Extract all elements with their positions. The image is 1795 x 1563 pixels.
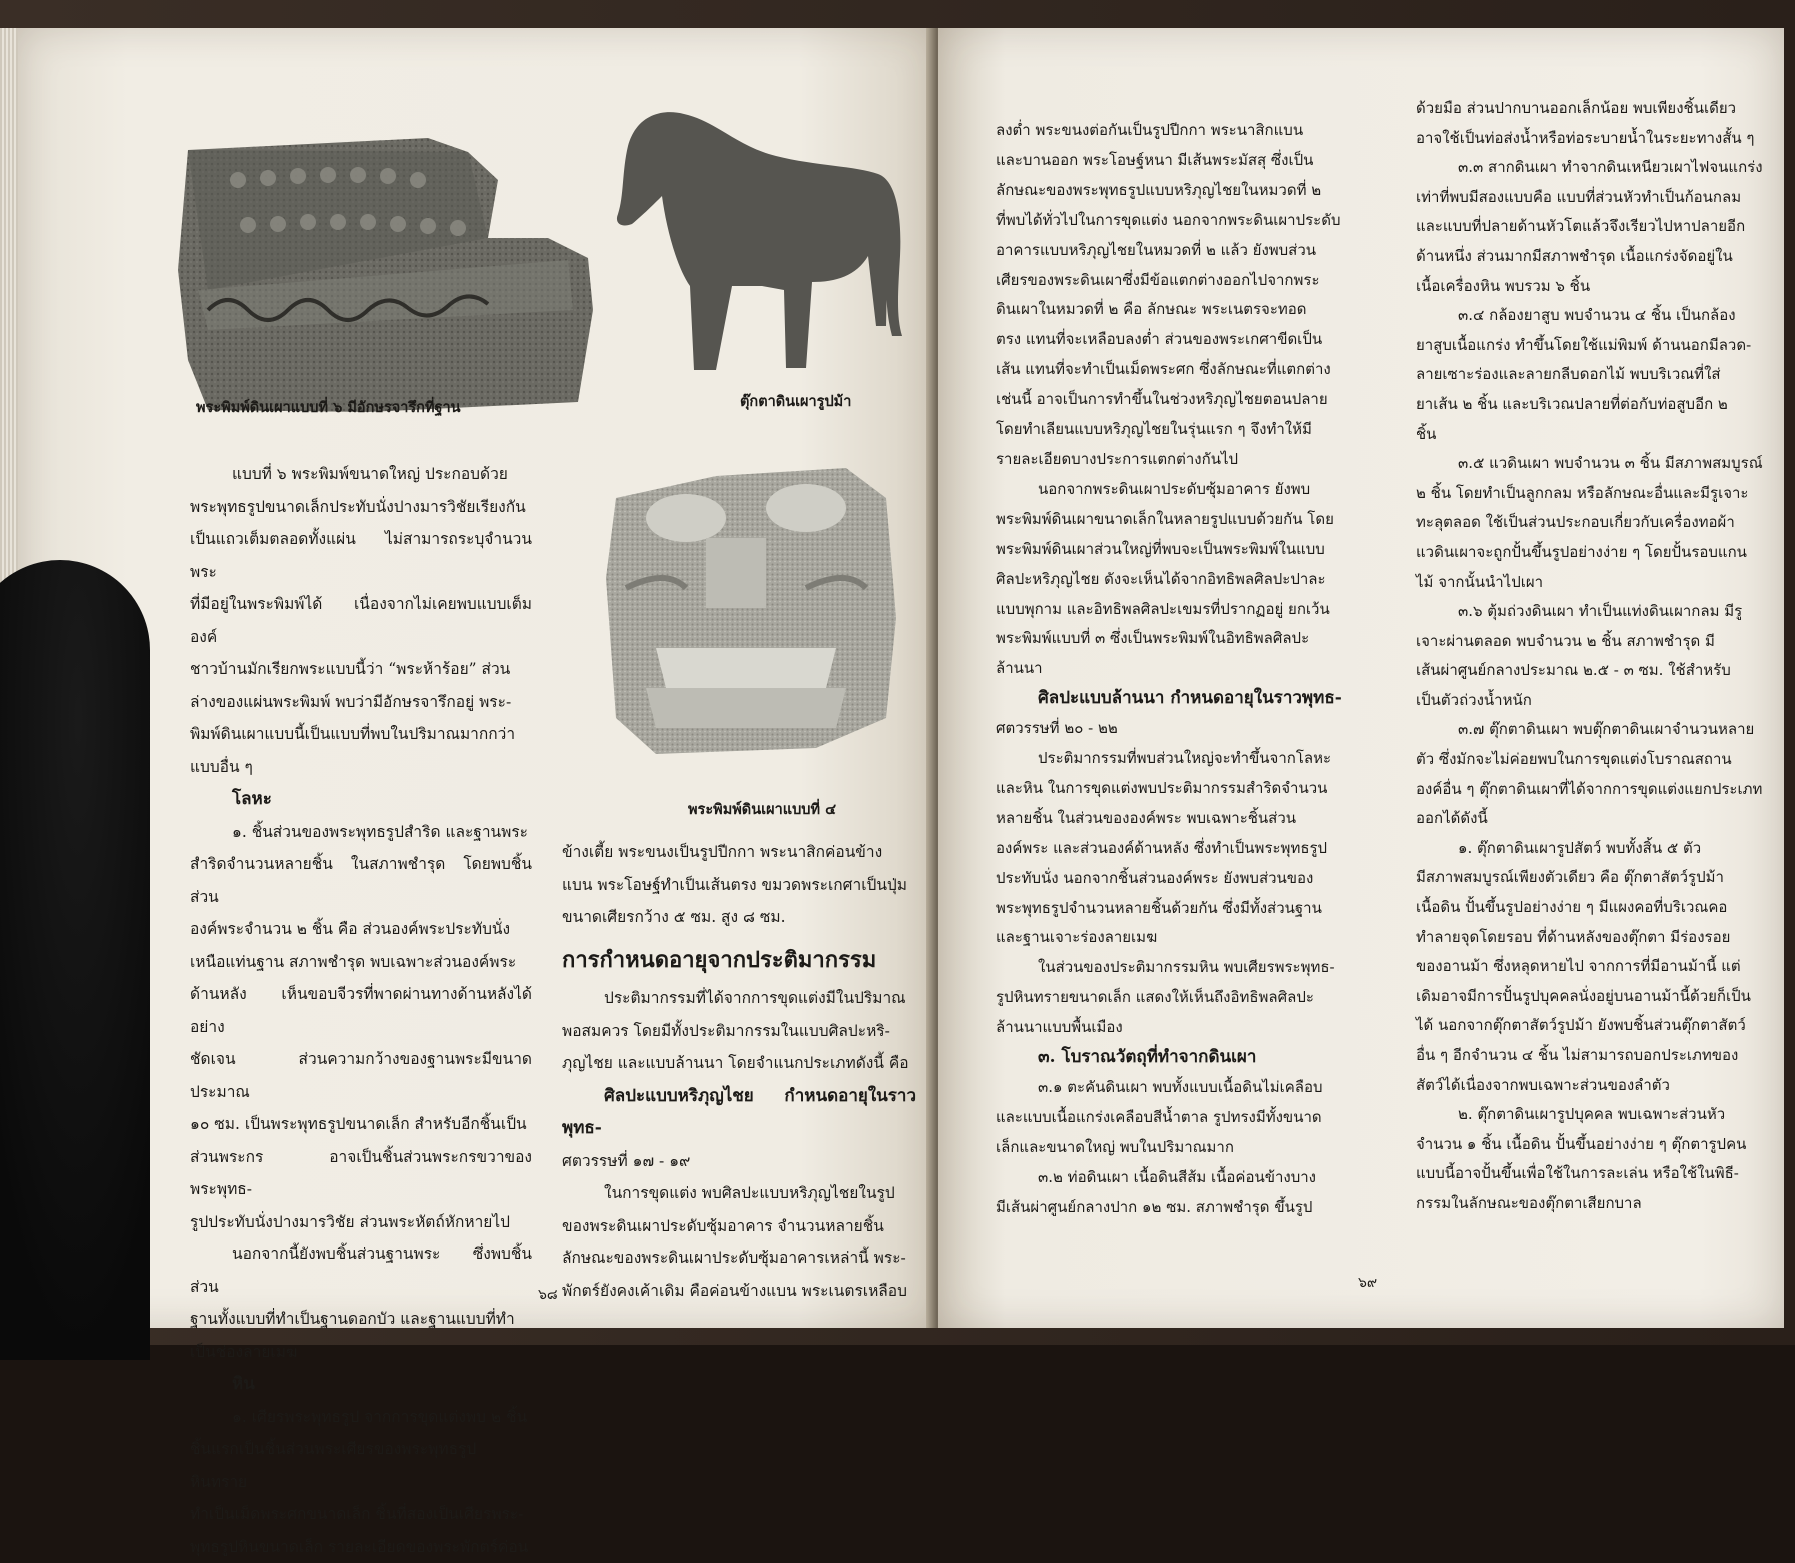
thumb-occlusion	[0, 560, 150, 1360]
text-line: องค์อื่น ๆ ตุ๊กตาดินเผาที่ได้จากการขุดแต่งแยกประเภท	[1416, 775, 1768, 805]
text-line: ที่มีอยู่ในพระพิมพ์ได้ เนื่องจากไม่เคยพบแบบเต็มองค์	[190, 588, 532, 653]
relief-votive-photo	[596, 458, 910, 762]
text-line: ล้านนา	[996, 654, 1348, 684]
text-line: พุทธรูปหินขนาดเล็ก รายละเอียดของพระพักตร์ค่อน	[190, 1531, 532, 1563]
text-line: เหนือแท่นฐาน สภาพชำรุด พบเฉพาะส่วนองค์พระ	[190, 946, 532, 979]
page-number-left: ๖๘	[538, 1284, 558, 1306]
text-line: ลายเซาะร่องและลายกลีบดอกไม้ พบบริเวณที่ใส่	[1416, 360, 1768, 390]
page-number-right: ๖๙	[1358, 1272, 1377, 1294]
text-line: ชาวบ้านมักเรียกพระแบบนี้ว่า “พระห้าร้อย” ส่วน	[190, 653, 532, 686]
horse-figurine-photo	[566, 86, 946, 406]
text-line: แบบที่ ๖ พระพิมพ์ขนาดใหญ่ ประกอบด้วย	[190, 458, 532, 491]
horse-caption: ตุ๊กตาดินเผารูปม้า	[740, 390, 851, 413]
text-line: ยาเส้น ๒ ชิ้น และบริเวณปลายที่ต่อกับท่อสูบอีก ๒	[1416, 390, 1768, 420]
text-line: เส้นผ่าศูนย์กลางประมาณ ๒.๕ - ๓ ซม. ใช้สำหรับ	[1416, 656, 1768, 686]
text-line: ประติมากรรมที่ได้จากการขุดแต่งมีในปริมาณ	[562, 982, 916, 1015]
section-heading-stone: หิน	[190, 1368, 532, 1401]
text-line: เช่นนี้ อาจเป็นการทำขึ้นในช่วงหริภุญไชยตอนปลาย	[996, 385, 1348, 415]
text-line: ทำเป็นเม็ดพระศกขนาดเล็ก ชิ้นที่สองเป็นเศียรพระ-	[190, 1498, 532, 1531]
text-line: พิมพ์ดินเผาแบบนี้เป็นแบบที่พบในปริมาณมากกว่า	[190, 718, 532, 751]
text-line: เป็นตัวถ่วงน้ำหนัก	[1416, 686, 1768, 716]
text-line: โดยทำเลียนแบบหริภุญไชยในรุ่นแรก ๆ จึงทำให้มี	[996, 415, 1348, 445]
text-line: จำนวน ๑ ชิ้น เนื้อดิน ปั้นขึ้นอย่างง่าย ๆ ตุ๊กตารูปคน	[1416, 1130, 1768, 1160]
text-line: สำริดจำนวนหลายชิ้น ในสภาพชำรุด โดยพบชิ้นส่วน	[190, 848, 532, 913]
text-line: ในการขุดแต่ง พบศิลปะแบบหริภุญไชยในรูป	[562, 1177, 916, 1210]
text-line: เป็นช่องลายเมฆ	[190, 1336, 532, 1369]
text-line: ฐานทั้งแบบที่ทำเป็นฐานดอกบัว และฐานแบบที่ทำ	[190, 1303, 532, 1336]
left-page	[18, 28, 936, 1328]
text-line: พักตร์ยังคงเค้าเดิม คือค่อนข้างแบน พระเนตรเหลือบ	[562, 1275, 916, 1308]
text-line: เจาะผ่านตลอด พบจำนวน ๒ ชิ้น สภาพชำรุด มี	[1416, 627, 1768, 657]
text-line: เป็นแถวเต็มตลอดทั้งแผ่น ไม่สามารถระบุจำนวนพระ	[190, 523, 532, 588]
text-line: ศตวรรษที่ ๑๗ - ๑๙	[562, 1145, 916, 1178]
text-line: เนื้อดิน ปั้นขึ้นรูปอย่างง่าย ๆ มีแผงคอที่บริเวณคอ	[1416, 893, 1768, 923]
text-line: พระพิมพ์แบบที่ ๓ ซึ่งเป็นพระพิมพ์ในอิทธิพลศิลปะ	[996, 624, 1348, 654]
text-line: พระพุทธรูปจำนวนหลายชิ้นด้วยกัน ซึ่งมีทั้งส่วนฐาน	[996, 894, 1348, 924]
text-line: ประทับนั่ง นอกจากชิ้นส่วนองค์พระ ยังพบส่วนของ	[996, 864, 1348, 894]
text-line: ด้วยมือ ส่วนปากบานออกเล็กน้อย พบเพียงชิ้นเดียว	[1416, 94, 1768, 124]
text-line: ๓.๕ แวดินเผา พบจำนวน ๓ ชิ้น มีสภาพสมบูรณ์	[1416, 449, 1768, 479]
text-line: ชัดเจน ส่วนความกว้างของฐานพระมีขนาดประมาณ	[190, 1043, 532, 1108]
section-heading-lanna: ศิลปะแบบล้านนา กำหนดอายุในราวพุทธ-	[996, 684, 1348, 714]
left-column-2	[562, 836, 916, 1307]
text-line: ในส่วนของประติมากรรมหิน พบเศียรพระพุทธ-	[996, 953, 1348, 983]
text-line: อาจใช้เป็นท่อส่งน้ำหรือท่อระบายน้ำในระยะทางสั้น ๆ	[1416, 124, 1768, 154]
text-line: ออกได้ดังนี้	[1416, 804, 1768, 834]
text-line: และแบบที่ปลายด้านหัวโตแล้วจึงเรียวไปหาปลายอีก	[1416, 212, 1768, 242]
tablet-caption: พระพิมพ์ดินเผาแบบที่ ๖ มีอักษรจารึกที่ฐาน	[196, 396, 461, 419]
text-line: ลงต่ำ พระขนงต่อกันเป็นรูปปีกกา พระนาสิกแบน	[996, 116, 1348, 146]
text-line: ภุญไชย และแบบล้านนา โดยจำแนกประเภทดังนี้ คือ	[562, 1047, 916, 1080]
text-line: มีเส้นผ่าศูนย์กลางปาก ๑๒ ซม. สภาพชำรุด ขึ้นรูป	[996, 1193, 1348, 1223]
text-line: แบน พระโอษฐ์ทำเป็นเส้นตรง ขมวดพระเกศาเป็นปุ่ม	[562, 869, 916, 902]
right-column-1	[996, 116, 1348, 1223]
text-line: ๓.๑ ตะคันดินเผา พบทั้งแบบเนื้อดินไม่เคลือบ	[996, 1073, 1348, 1103]
text-line: ดินเผาในหมวดที่ ๒ คือ ลักษณะ พระเนตรจะทอด	[996, 295, 1348, 325]
text-line: ล่างของแผ่นพระพิมพ์ พบว่ามีอักษรจารึกอยู่ พระ-	[190, 686, 532, 719]
text-line: แบบนี้อาจปั้นขึ้นเพื่อใช้ในการละเล่น หรือใช้ในพิธี-	[1416, 1159, 1768, 1189]
section-heading-terracotta: ๓. โบราณวัตถุที่ทำจากดินเผา	[996, 1043, 1348, 1073]
text-line: ขนาดเศียรกว้าง ๕ ซม. สูง ๘ ซม.	[562, 901, 916, 934]
text-line: ด้านหลัง เห็นขอบจีวรที่พาดผ่านทางด้านหลังได้อย่าง	[190, 978, 532, 1043]
text-line: ยาสูบเนื้อแกร่ง ทำขึ้นโดยใช้แม่พิมพ์ ด้านนอกมีลวด-	[1416, 331, 1768, 361]
right-column-2	[1416, 94, 1768, 1219]
text-line: พอสมควร โดยมีทั้งประติมากรรมในแบบศิลปะหริ-	[562, 1015, 916, 1048]
text-line: อื่น ๆ อีกจำนวน ๔ ชิ้น ไม่สามารถบอกประเภทของ	[1416, 1041, 1768, 1071]
text-line: ๒. ตุ๊กตาดินเผารูปบุคคล พบเฉพาะส่วนหัว	[1416, 1100, 1768, 1130]
section-heading-dating: การกำหนดอายุจากประติมากรรม	[562, 944, 916, 977]
text-line: ทำลายจุดโดยรอบ ที่ด้านหลังของตุ๊กตา มีร่องรอย	[1416, 923, 1768, 953]
text-line: ๑. เศียรพระพุทธรูป จากการขุดแต่งพบ ๒ ชิ้น	[190, 1401, 532, 1434]
text-line: พระพุทธรูปขนาดเล็กประทับนั่งปางมารวิชัยเรียงกัน	[190, 491, 532, 524]
right-page	[938, 28, 1784, 1328]
text-line: ทะลุตลอด ใช้เป็นส่วนประกอบเกี่ยวกับเครื่องทอผ้า	[1416, 508, 1768, 538]
text-line: และหิน ในการขุดแต่งพบประติมากรรมสำริดจำนวน	[996, 774, 1348, 804]
text-line: ชิ้นแรกเป็นชิ้นส่วนพระเศียรของพระพุทธรูปหินทราย	[190, 1433, 532, 1498]
text-line: ๓.๒ ท่อดินเผา เนื้อดินสีส้ม เนื้อค่อนข้างบาง	[996, 1163, 1348, 1193]
text-line: เศียรของพระดินเผาซึ่งมีข้อแตกต่างออกไปจากพระ	[996, 266, 1348, 296]
text-line: แบบอื่น ๆ	[190, 751, 532, 784]
left-column-1	[190, 458, 532, 1563]
text-line: ศตวรรษที่ ๒๐ - ๒๒	[996, 714, 1348, 744]
text-line: ได้ นอกจากตุ๊กตาสัตว์รูปม้า ยังพบชิ้นส่วนตุ๊กตาสัตว์	[1416, 1011, 1768, 1041]
text-line: ๓.๓ สากดินเผา ทำจากดินเหนียวเผาไฟจนแกร่ง	[1416, 153, 1768, 183]
text-line: ไม้ จากนั้นนำไปเผา	[1416, 568, 1768, 598]
text-line: พระพิมพ์ดินเผาขนาดเล็กในหลายรูปแบบด้วยกัน โดย	[996, 505, 1348, 535]
text-line: ส่วนพระกร อาจเป็นชิ้นส่วนพระกรขวาของพระพุทธ-	[190, 1141, 532, 1206]
section-heading-hariphunchai: ศิลปะแบบหริภุญไชย กำหนดอายุในราวพุทธ-	[562, 1080, 916, 1145]
text-line: ๓.๔ กล้องยาสูบ พบจำนวน ๔ ชิ้น เป็นกล้อง	[1416, 301, 1768, 331]
text-line: ด้านหนึ่ง ส่วนมากมีสภาพชำรุด เนื้อแกร่งจัดอยู่ใน	[1416, 242, 1768, 272]
text-line: รูปหินทรายขนาดเล็ก แสดงให้เห็นถึงอิทธิพลศิลปะ	[996, 983, 1348, 1013]
text-line: ตัว ซึ่งมักจะไม่ค่อยพบในการขุดแต่งโบราณสถาน	[1416, 745, 1768, 775]
text-line: เส้น แทนที่จะทำเป็นเม็ดพระศก ซึ่งลักษณะที่แตกต่าง	[996, 355, 1348, 385]
text-line: แวดินเผาจะถูกปั้นขึ้นรูปอย่างง่าย ๆ โดยปั้นรอบแกน	[1416, 538, 1768, 568]
relief-caption: พระพิมพ์ดินเผาแบบที่ ๔	[688, 798, 836, 821]
text-line: นอกจากพระดินเผาประดับซุ้มอาคาร ยังพบ	[996, 475, 1348, 505]
text-line: หลายชิ้น ในส่วนขององค์พระ พบเฉพาะชิ้นส่วน	[996, 804, 1348, 834]
text-line: และแบบเนื้อแกร่งเคลือบสีน้ำตาล รูปทรงมีทั้งขนาด	[996, 1103, 1348, 1133]
text-line: ๑. ตุ๊กตาดินเผารูปสัตว์ พบทั้งสิ้น ๕ ตัว	[1416, 834, 1768, 864]
text-line: รายละเอียดบางประการแตกต่างกันไป	[996, 445, 1348, 475]
text-line: และบานออก พระโอษฐ์หนา มีเส้นพระมัสสุ ซึ่งเป็น	[996, 146, 1348, 176]
section-heading-metal: โลหะ	[190, 783, 532, 816]
text-line: องค์พระจำนวน ๒ ชิ้น คือ ส่วนองค์พระประทับนั่ง	[190, 913, 532, 946]
text-line: เล็กและขนาดใหญ่ พบในปริมาณมาก	[996, 1133, 1348, 1163]
text-line: ชิ้น	[1416, 420, 1768, 450]
text-line: ๓.๗ ตุ๊กตาดินเผา พบตุ๊กตาดินเผาจำนวนหลาย	[1416, 715, 1768, 745]
text-line: ประติมากรรมที่พบส่วนใหญ่จะทำขึ้นจากโลหะ	[996, 744, 1348, 774]
text-line: ๓.๖ ตุ้มถ่วงดินเผา ทำเป็นแท่งดินเผากลม มีรู	[1416, 597, 1768, 627]
text-line: ๒ ชิ้น โดยทำเป็นลูกกลม หรือลักษณะอื่นและมีรูเจาะ	[1416, 479, 1768, 509]
text-line: เท่าที่พบมีสองแบบคือ แบบที่ส่วนหัวทำเป็นก้อนกลม	[1416, 183, 1768, 213]
text-line: ของอานม้า ซึ่งหลุดหายไป จากการที่มีอานม้านี้ แต่	[1416, 952, 1768, 982]
text-line: เดิมอาจมีการปั้นรูปบุคคลนั่งอยู่บนอานม้านี้ด้วยก็เป็น	[1416, 982, 1768, 1012]
text-line: สัตว์ได้เนื่องจากพบเฉพาะส่วนของลำตัว	[1416, 1071, 1768, 1101]
text-line: ข้างเตี้ย พระขนงเป็นรูปปีกกา พระนาสิกค่อนข้าง	[562, 836, 916, 869]
text-line: นอกจากนี้ยังพบชิ้นส่วนฐานพระ ซึ่งพบชิ้นส่วน	[190, 1238, 532, 1303]
text-line: แบบพุกาม และอิทธิพลศิลปะเขมรที่ปรากฏอยู่ ยกเว้น	[996, 595, 1348, 625]
text-line: ที่พบได้ทั่วไปในการขุดแต่ง นอกจากพระดินเผาประดับ	[996, 206, 1348, 236]
text-line: และฐานเจาะร่องลายเมฆ	[996, 923, 1348, 953]
text-line: ๑. ชิ้นส่วนของพระพุทธรูปสำริด และฐานพระ	[190, 816, 532, 849]
text-line: ของพระดินเผาประดับซุ้มอาคาร จำนวนหลายชิ้น	[562, 1210, 916, 1243]
text-line: ลักษณะของพระพุทธรูปแบบหริภุญไชยในหมวดที่ ๒	[996, 176, 1348, 206]
text-line: อาคารแบบหริภุญไชยในหมวดที่ ๒ แล้ว ยังพบส่วน	[996, 236, 1348, 266]
text-line: ๑๐ ซม. เป็นพระพุทธรูปขนาดเล็ก สำหรับอีกชิ้นเป็น	[190, 1108, 532, 1141]
text-line: กรรมในลักษณะของตุ๊กตาเสียกบาล	[1416, 1189, 1768, 1219]
text-line: เนื้อเครื่องหิน พบรวม ๖ ชิ้น	[1416, 272, 1768, 302]
text-line: ตรง แทนที่จะเหลือบลงต่ำ ส่วนของพระเกศาขีดเป็น	[996, 325, 1348, 355]
text-line: ล้านนาแบบพื้นเมือง	[996, 1013, 1348, 1043]
text-line: พระพิมพ์ดินเผาส่วนใหญ่ที่พบจะเป็นพระพิมพ์ในแบบ	[996, 535, 1348, 565]
text-line: รูปประทับนั่งปางมารวิชัย ส่วนพระหัตถ์หักหายไป	[190, 1206, 532, 1239]
text-line: ศิลปะหริภุญไชย ดังจะเห็นได้จากอิทธิพลศิลปะปาละ	[996, 565, 1348, 595]
text-line: ลักษณะของพระดินเผาประดับซุ้มอาคารเหล่านี้ พระ-	[562, 1242, 916, 1275]
text-line: องค์พระ และส่วนองค์ด้านหลัง ซึ่งทำเป็นพระพุทธรูป	[996, 834, 1348, 864]
text-line: มีสภาพสมบูรณ์เพียงตัวเดียว คือ ตุ๊กตาสัตว์รูปม้า	[1416, 863, 1768, 893]
